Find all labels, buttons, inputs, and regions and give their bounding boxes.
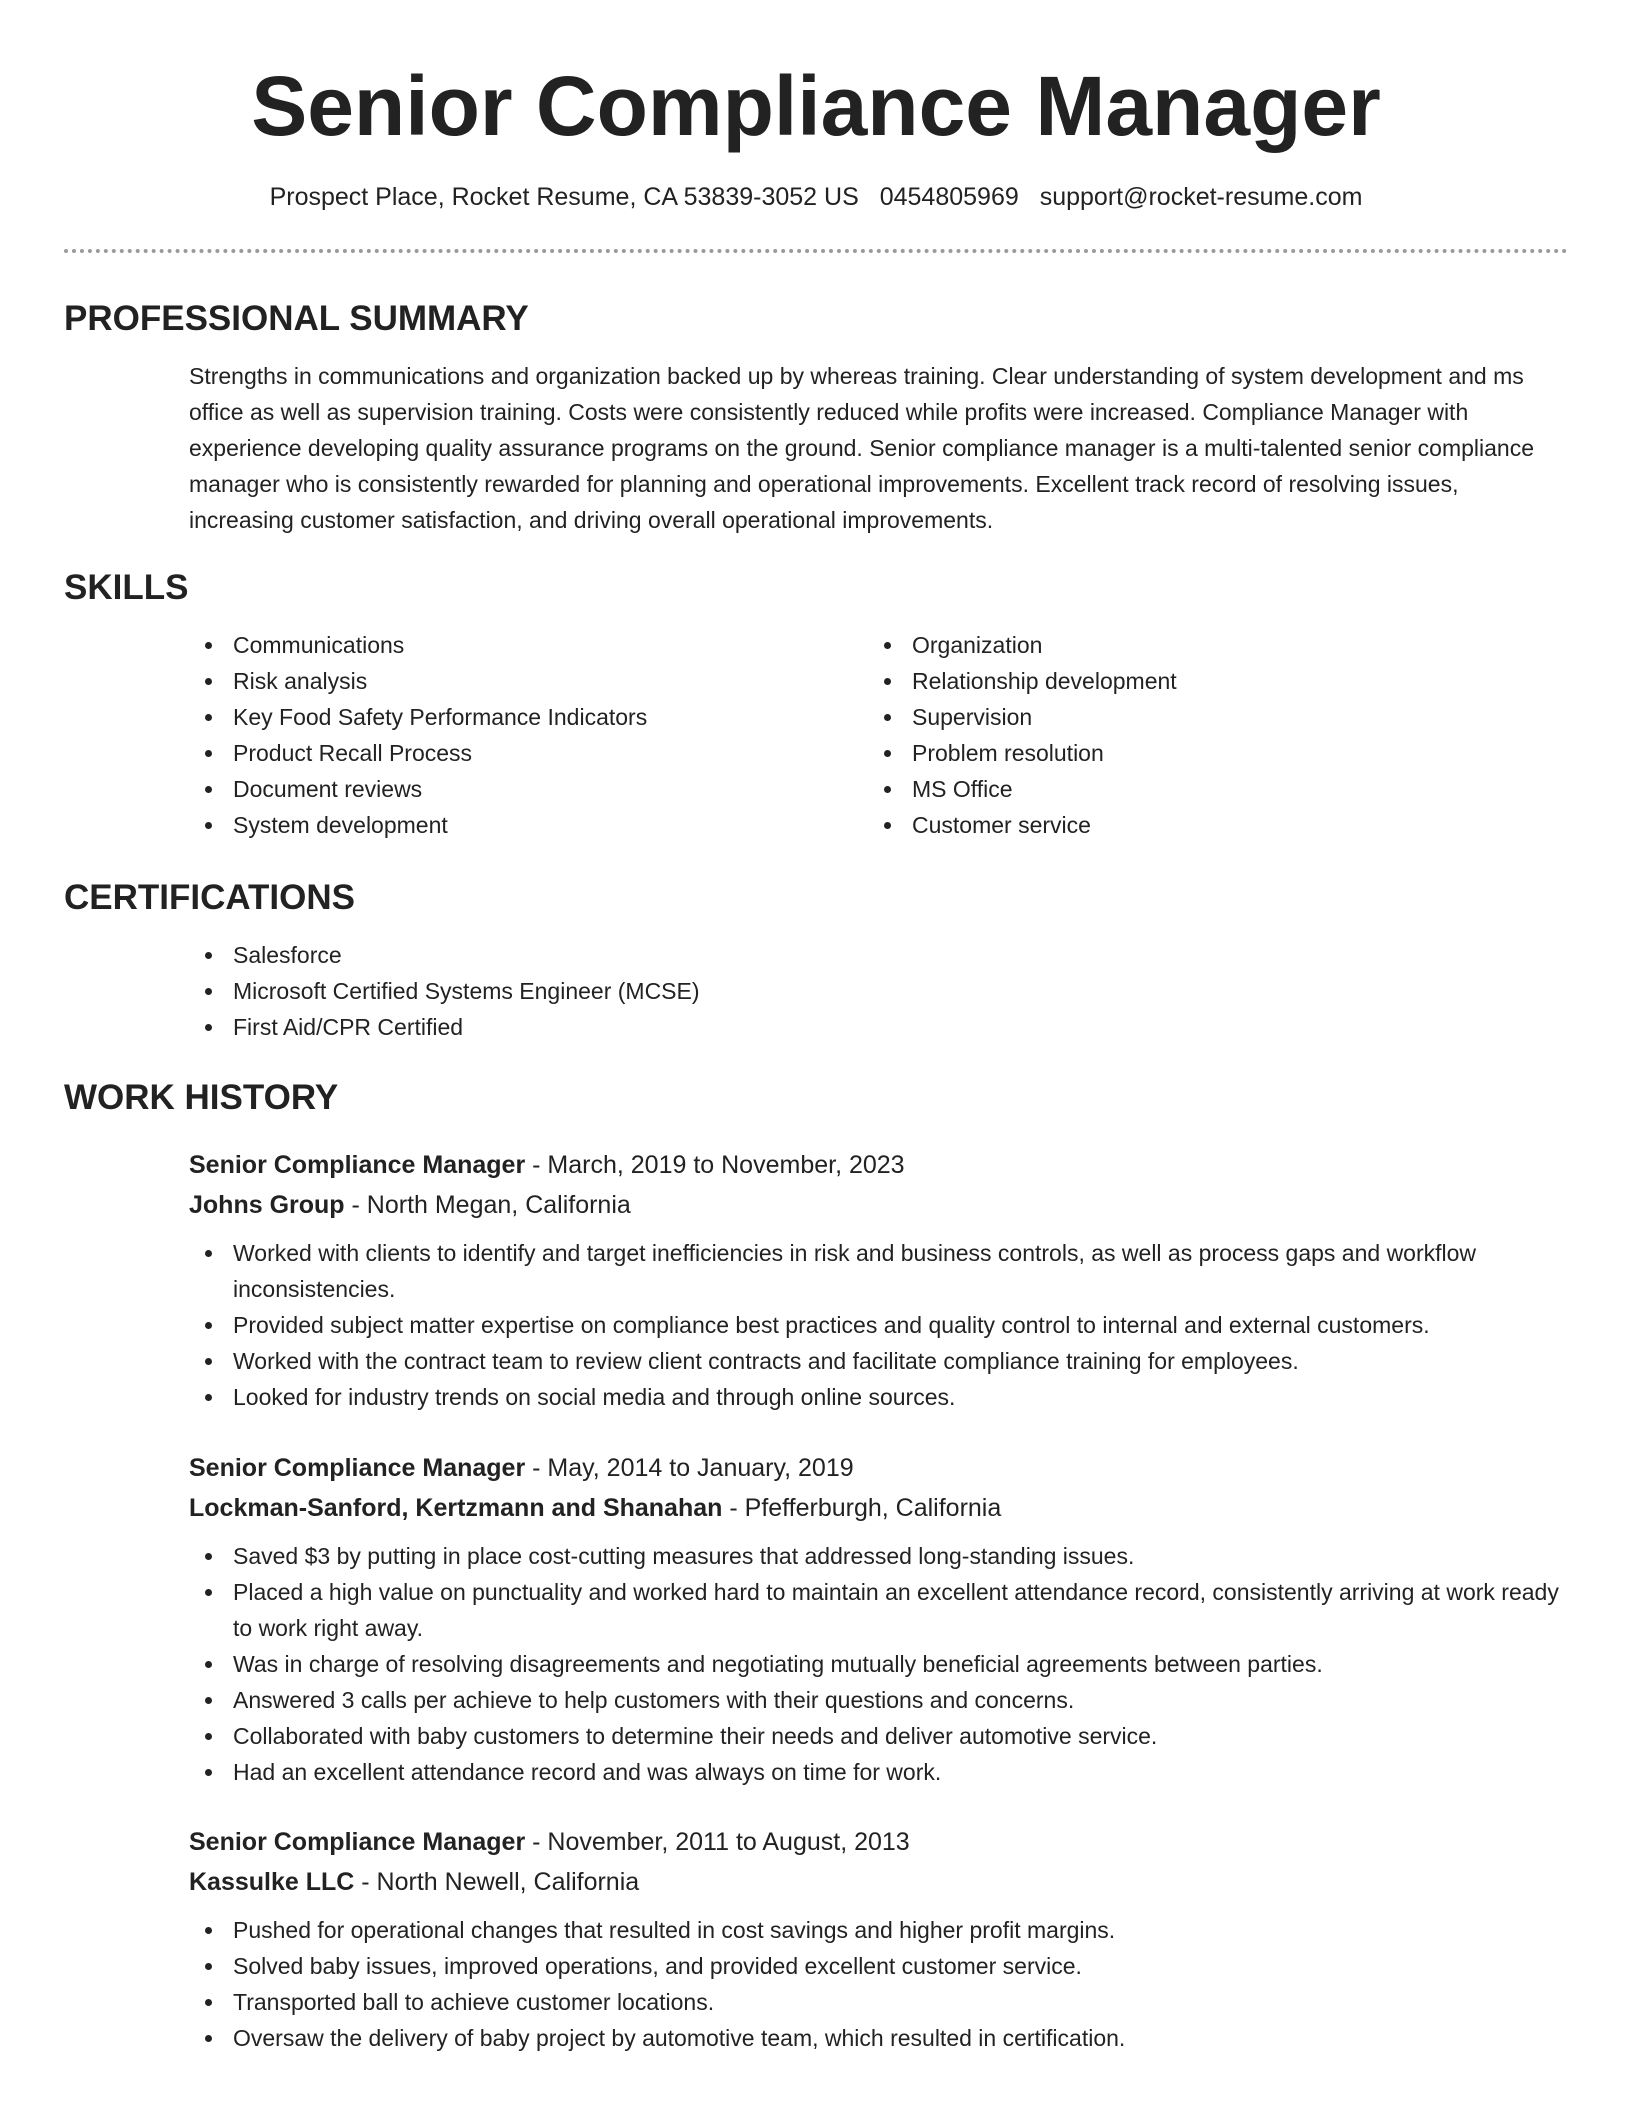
skill-item: Supervision xyxy=(868,699,1547,735)
skill-item: Problem resolution xyxy=(868,735,1547,771)
job-title-line xyxy=(189,1145,1568,1185)
contact-line xyxy=(0,180,1632,214)
skills-heading: SKILLS xyxy=(64,568,189,607)
skill-item: Communications xyxy=(189,627,868,663)
skill-item: Organization xyxy=(868,627,1547,663)
job-location: - North Megan, California xyxy=(344,1191,631,1219)
job-role: Senior Compliance Manager xyxy=(189,1454,526,1482)
job-bullet: Had an excellent attendance record and was always on time for work. xyxy=(189,1754,1568,1790)
job-company: Kassulke LLC xyxy=(189,1868,355,1896)
summary-text: Strengths in communications and organization backed up by whereas training. Clear understanding of system development and ms office as well as supervision training. Costs were consistently reduced while profits were increased. Compliance Manager with experience developing quality assurance programs on the ground. Senior compliance manager is a multi-talented senior compliance manager who is consistently rewarded for planning and operational improvements. Excellent track record of resolving issues, increasing customer satisfaction, and driving overall operational improvements. xyxy=(189,363,1534,533)
skills-section xyxy=(64,567,1568,843)
job-bullets xyxy=(189,1538,1568,1790)
certification-item: First Aid/CPR Certified xyxy=(189,1009,1568,1045)
job-bullet: Collaborated with baby customers to determine their needs and deliver automotive service. xyxy=(189,1718,1568,1754)
job-bullet: Worked with the contract team to review client contracts and facilitate compliance training for employees. xyxy=(189,1343,1568,1379)
job-title-line xyxy=(189,1822,1568,1862)
job-entry xyxy=(64,1822,1568,2056)
job-dates: - November, 2011 to August, 2013 xyxy=(525,1828,910,1856)
job-bullet: Saved $3 by putting in place cost-cutting measures that addressed long-standing issues. xyxy=(189,1538,1568,1574)
job-company: Johns Group xyxy=(189,1191,345,1219)
skills-list-right xyxy=(868,627,1547,843)
job-bullets xyxy=(189,1235,1568,1415)
certifications-list xyxy=(189,937,1568,1045)
job-title-line xyxy=(189,1448,1568,1488)
job-company-line xyxy=(189,1488,1568,1528)
skill-item: Product Recall Process xyxy=(189,735,868,771)
job-block xyxy=(189,1822,1568,1902)
contact-phone: 0454805969 xyxy=(879,183,1019,211)
job-bullet: Answered 3 calls per achieve to help customers with their questions and concerns. xyxy=(189,1682,1568,1718)
skill-item: Customer service xyxy=(868,807,1547,843)
skill-item: MS Office xyxy=(868,771,1547,807)
certification-item: Salesforce xyxy=(189,937,1568,973)
certification-item: Microsoft Certified Systems Engineer (MCSE) xyxy=(189,973,1568,1009)
job-bullet: Provided subject matter expertise on compliance best practices and quality control to internal and external customers. xyxy=(189,1307,1568,1343)
job-block xyxy=(189,1448,1568,1528)
job-dates: - March, 2019 to November, 2023 xyxy=(525,1151,905,1179)
certifications-heading: CERTIFICATIONS xyxy=(64,878,356,917)
job-bullet: Worked with clients to identify and target inefficiencies in risk and business controls, as well as process gaps and workflow inconsistencies. xyxy=(189,1235,1568,1307)
work-history-section xyxy=(64,1077,1568,1119)
job-bullet: Transported ball to achieve customer locations. xyxy=(189,1984,1568,2020)
summary-heading: PROFESSIONAL SUMMARY xyxy=(64,299,529,338)
job-location: - Pfefferburgh, California xyxy=(722,1494,1002,1522)
job-bullet: Oversaw the delivery of baby project by automotive team, which resulted in certification. xyxy=(189,2020,1568,2056)
skill-item: Relationship development xyxy=(868,663,1547,699)
skill-item: Risk analysis xyxy=(189,663,868,699)
contact-email: support@rocket-resume.com xyxy=(1039,183,1363,211)
work-history-heading: WORK HISTORY xyxy=(64,1078,339,1117)
job-bullet: Looked for industry trends on social media and through online sources. xyxy=(189,1379,1568,1415)
job-bullets xyxy=(189,1912,1568,2056)
skills-list-left xyxy=(189,627,868,843)
job-bullet: Placed a high value on punctuality and worked hard to maintain an excellent attendance record, consistently arriving at work ready to work right away. xyxy=(189,1574,1568,1646)
job-company: Lockman-Sanford, Kertzmann and Shanahan xyxy=(189,1494,723,1522)
job-bullet: Was in charge of resolving disagreements and negotiating mutually beneficial agreements between parties. xyxy=(189,1646,1568,1682)
summary-section xyxy=(64,298,1568,538)
job-location: - North Newell, California xyxy=(354,1868,640,1896)
job-dates: - May, 2014 to January, 2019 xyxy=(525,1454,854,1482)
certifications-section xyxy=(64,877,1568,1045)
job-role: Senior Compliance Manager xyxy=(189,1828,526,1856)
job-company-line xyxy=(189,1862,1568,1902)
job-role: Senior Compliance Manager xyxy=(189,1151,526,1179)
header-divider xyxy=(64,249,1568,253)
candidate-name: Senior Compliance Manager xyxy=(251,59,1381,153)
job-entry xyxy=(64,1448,1568,1790)
job-block xyxy=(189,1145,1568,1225)
skill-item: System development xyxy=(189,807,868,843)
skill-item: Document reviews xyxy=(189,771,868,807)
job-bullet: Solved baby issues, improved operations, and provided excellent customer service. xyxy=(189,1948,1568,1984)
job-company-line xyxy=(189,1185,1568,1225)
job-bullet: Pushed for operational changes that resulted in cost savings and higher profit margins. xyxy=(189,1912,1568,1948)
job-entry xyxy=(64,1145,1568,1415)
skills-grid xyxy=(189,627,1568,843)
skill-item: Key Food Safety Performance Indicators xyxy=(189,699,868,735)
contact-address: Prospect Place, Rocket Resume, CA 53839-3052 US xyxy=(269,183,859,211)
